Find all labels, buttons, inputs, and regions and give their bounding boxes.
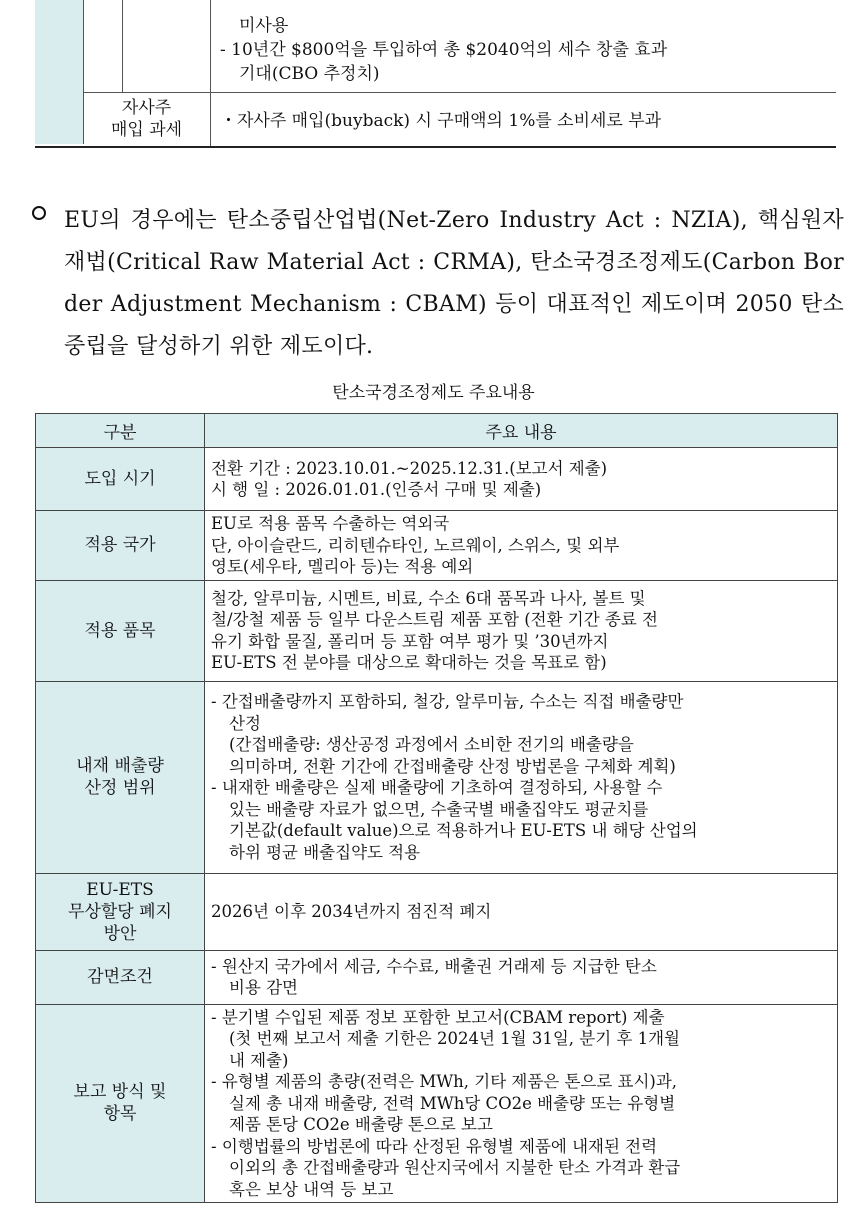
content-line: 의미하며, 전환 기간에 간접배출량 산정 방법론을 구체화 계획) bbox=[229, 756, 676, 776]
content-line: 전환 기간 : 2023.10.01.~2025.12.31.(보고서 제출) bbox=[211, 458, 608, 478]
table-row bbox=[36, 873, 838, 950]
continued-line: - 10년간 $800억을 투입하여 총 $2040억의 세수 창출 효과 bbox=[220, 40, 668, 60]
row-category: 적용 국가 bbox=[36, 511, 205, 581]
paragraph-text: EU의 경우에는 탄소중립산업법(Net-Zero Industry Act : NZIA), 핵심원자재법(Critical Raw Material Act : CRMA), 탄소국경조정제도(Carbon Border Adjustment Mechanism : CBAM) 등이 대표적인 제도이며 2050 탄소중립을 달성하기 위한 제도이다. bbox=[64, 208, 844, 359]
table-caption: 탄소국경조정제도 주요내용 bbox=[332, 383, 535, 403]
content-line: - 간접배출량까지 포함하되, 철강, 알루미늄, 수소는 직접 배출량만 bbox=[211, 692, 684, 711]
continued-table-shaded-column bbox=[35, 0, 84, 144]
row-content bbox=[205, 1004, 838, 1203]
content-line: - 내재한 배출량은 실제 배출량에 기초하여 결정하되, 사용할 수 bbox=[211, 778, 663, 797]
row-category: 감면조건 bbox=[36, 950, 205, 1004]
table-header-row bbox=[36, 414, 838, 448]
continued-cell-text bbox=[220, 14, 667, 86]
row-category: 보고 방식 및 항목 bbox=[36, 1004, 205, 1203]
continued-table-empty-cell bbox=[83, 0, 123, 93]
header-content: 주요 내용 bbox=[205, 414, 838, 448]
table-row bbox=[36, 681, 838, 873]
row-content bbox=[205, 873, 838, 950]
row-content bbox=[205, 448, 838, 511]
buyback-tax-label: 자사주 매입 과세 bbox=[110, 97, 183, 140]
content-line: - 이행법률의 방법론에 따라 산정된 유형별 제품에 내재된 전력 bbox=[211, 1136, 658, 1156]
continued-table bbox=[35, 0, 836, 148]
content-line: - 원산지 국가에서 세금, 수수료, 배출권 거래제 등 지급한 탄소 bbox=[211, 956, 657, 976]
row-content bbox=[205, 580, 838, 681]
row-category: 내재 배출량 산정 범위 bbox=[36, 681, 205, 873]
content-line: 2026년 이후 2034년까지 점진적 폐지 bbox=[211, 901, 492, 921]
content-line: - 유형별 제품의 총량(전력은 MWh, 기타 제품은 톤으로 표시)과, bbox=[211, 1072, 678, 1091]
eu-paragraph bbox=[32, 200, 844, 368]
content-line: 있는 배출량 자료가 없으면, 수출국별 배출집약도 평균치를 bbox=[229, 799, 649, 819]
content-line: 단, 아이슬란드, 리히텐슈타인, 노르웨이, 스위스, 및 외부 bbox=[211, 535, 620, 555]
content-line: 유기 화합 물질, 폴리머 등 포함 여부 평가 및 ’30년까지 bbox=[211, 631, 609, 651]
content-line: 비용 감면 bbox=[229, 978, 299, 997]
table-row bbox=[36, 511, 838, 581]
content-line: 실제 총 내재 배출량, 전력 MWh당 CO2e 배출량 또는 유형별 bbox=[229, 1093, 676, 1113]
content-line: 혹은 보상 내역 등 보고 bbox=[229, 1179, 394, 1199]
cbam-table bbox=[35, 413, 838, 1203]
content-line: 이외의 총 간접배출량과 원산지국에서 지불한 탄소 가격과 환급 bbox=[229, 1158, 681, 1177]
buyback-tax-value: ・자사주 매입(buyback) 시 구매액의 1%를 소비세로 부과 bbox=[220, 111, 662, 131]
table-row bbox=[36, 580, 838, 681]
row-content bbox=[205, 681, 838, 873]
content-line: 하위 평균 배출집약도 적용 bbox=[229, 842, 421, 862]
content-line: 철/강철 제품 등 일부 다운스트림 제품 포함 (전환 기간 종료 전 bbox=[211, 610, 658, 629]
content-line: (간접배출량: 생산공정 과정에서 소비한 전기의 배출량을 bbox=[229, 735, 634, 754]
content-line: 기본값(default value)으로 적용하거나 EU-ETS 내 해당 산업의 bbox=[229, 821, 698, 840]
content-line: 산정 bbox=[229, 713, 261, 733]
row-content bbox=[205, 511, 838, 581]
circle-bullet-icon bbox=[32, 206, 46, 220]
row-category: 적용 품목 bbox=[36, 580, 205, 681]
content-line: 시 행 일 : 2026.01.01.(인증서 구매 및 제출) bbox=[211, 480, 542, 499]
content-line: - 분기별 수입된 제품 정보 포함한 보고서(CBAM report) 제출 bbox=[211, 1007, 665, 1027]
table-row bbox=[36, 1004, 838, 1203]
content-line: 내 제출) bbox=[229, 1050, 289, 1070]
row-content bbox=[205, 950, 838, 1004]
table-row bbox=[36, 950, 838, 1004]
table-row bbox=[36, 448, 838, 511]
header-category: 구분 bbox=[36, 414, 205, 448]
content-line: 제품 톤당 CO2e 배출량 톤으로 보고 bbox=[229, 1115, 493, 1134]
content-line: 영토(세우타, 멜리아 등)는 적용 예외 bbox=[211, 557, 474, 576]
content-line: EU-ETS 전 분야를 대상으로 확대하는 것을 목표로 함) bbox=[211, 653, 607, 672]
continued-line: 기대(CBO 추정치) bbox=[239, 64, 380, 84]
content-line: (첫 번째 보고서 제출 기한은 2024년 1월 31일, 분기 후 1개월 bbox=[229, 1029, 680, 1048]
continued-line: 미사용 bbox=[239, 16, 289, 36]
row-category: 도입 시기 bbox=[36, 448, 205, 511]
row-category: EU-ETS 무상할당 폐지 방안 bbox=[36, 873, 205, 950]
content-line: 철강, 알루미늄, 시멘트, 비료, 수소 6대 품목과 나사, 볼트 및 bbox=[211, 588, 646, 608]
content-line: EU로 적용 품목 수출하는 역외국 bbox=[211, 514, 450, 533]
